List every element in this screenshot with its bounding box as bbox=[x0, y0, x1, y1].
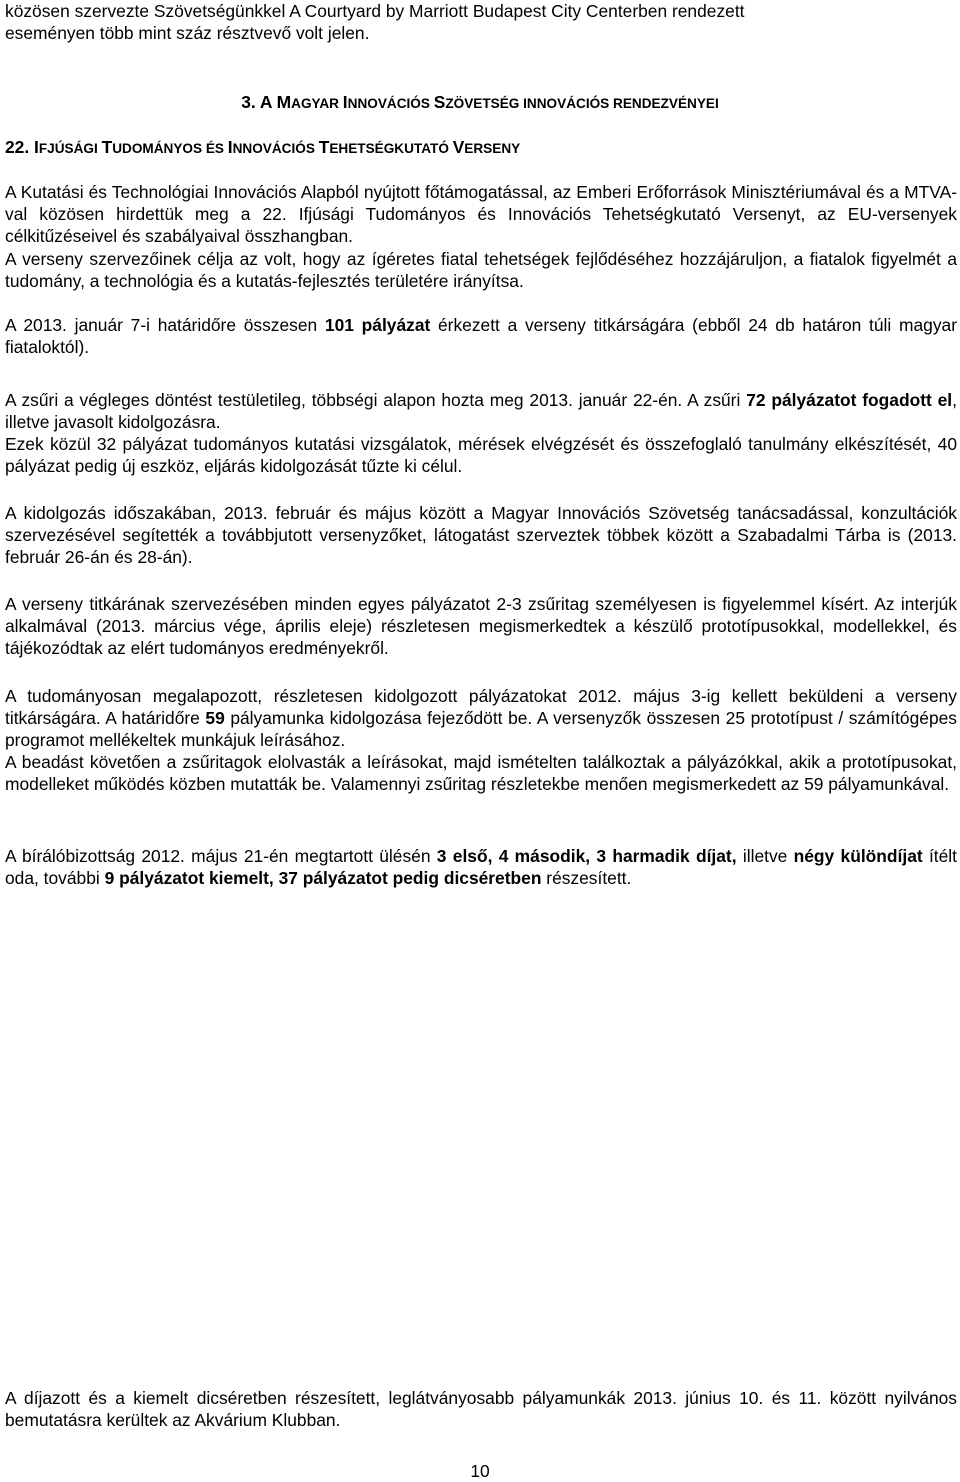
intro-line-1: közösen szervezte Szövetségünkkel A Courtyard by Marriott Budapest City Centerben rendezett bbox=[5, 1, 745, 21]
paragraph-jury-decision: A zsűri a végleges döntést testületileg, többségi alapon hozta meg 2013. január 22-én. A zsűri 72 pályázatot fogadott el, illetve javasolt kidolgozásra. bbox=[5, 390, 957, 432]
submission-count: 101 pályázat bbox=[324, 315, 431, 335]
paragraph-final-submissions: A tudományosan megalapozott, részletesen kidolgozott pályázatokat 2012. május 3-ig kellett beküldeni a verseny titkárságára. A határidőre 59 pályamunka kidolgozása fejeződött be. A versenyzők összesen 25 prototípust / számítógépes programot mellékeltek munkájuk leírásához. bbox=[5, 686, 957, 750]
intro-line-2: eseményen több mint száz résztvevő volt jelen. bbox=[5, 23, 370, 43]
finished-count: 59 bbox=[205, 708, 225, 728]
accepted-count: 72 pályázatot fogadott el bbox=[746, 390, 953, 410]
page-number: 10 bbox=[470, 1461, 490, 1481]
paragraph-submissions: A 2013. január 7-i határidőre összesen 101 pályázat érkezett a verseny titkárságára (ebből 24 db határon túli magyar fiataloktól). bbox=[5, 315, 957, 357]
section-heading-22: 22. IFJÚSÁGI TUDOMÁNYOS ÉS INNOVÁCIÓS TEHETSÉGKUTATÓ VERSENY bbox=[5, 137, 521, 157]
paragraph-mentoring: A verseny titkárának szervezésében minden egyes pályázatot 2-3 zsűritag személyesen is figyelemmel kísért. Az interjúk alkalmával (2013. március vége, április eleje) részletesen megismerkedtek a készülő prototípusokkal, modellekkel, és tájékozódtak az elért tudományos eredményekről. bbox=[5, 594, 957, 658]
intro-paragraph bbox=[5, 0, 957, 44]
paragraph-intro-competition: A Kutatási és Technológiai Innovációs Alapból nyújtott főtámogatással, az Emberi Erőforrások Minisztériumával és a MTVA-val közösen hirdettük meg a 22. Ifjúsági Tudományos és Innovációs Tehetségkutató Versenyt, az EU-versenyek célkitűzéseivel és szabályaival összhangban. bbox=[5, 182, 957, 246]
paragraph-evaluation: A beadást követően a zsűritagok elolvasták a leírásokat, majd ismételten találkoztak a pályázókkal, akik a prototípusokat, modelleket működés közben mutatták be. Valamennyi zsűritag részletekbe menően megismerkedett az 59 pályamunkával. bbox=[5, 752, 957, 794]
prize-counts: 3 első, 4 második, 3 harmadik díjat, bbox=[436, 846, 737, 866]
paragraph-exhibition: A díjazott és a kiemelt dicséretben részesített, leglátványosabb pályamunkák 2013. június 10. és 11. között nyilvános bemutatásra kerültek az Akvárium Klubban. bbox=[5, 1388, 957, 1430]
special-prize-count: négy különdíjat bbox=[793, 846, 923, 866]
highlight-counts: 9 pályázatot kiemelt, 37 pályázatot pedig dicséretben bbox=[104, 868, 542, 888]
paragraph-goal: A verseny szervezőinek célja az volt, hogy az ígéretes fiatal tehetségek fejlődéséhez hozzájáruljon, a fiatalok figyelmét a tudomány, a technológia és a kutatás-fejlesztés területére irányítsa. bbox=[5, 249, 957, 291]
paragraph-project-types: Ezek közül 32 pályázat tudományos kutatási vizsgálatok, mérések elvégzését és összefoglaló tanulmány elkészítését, 40 pályázat pedig új eszköz, eljárás kidolgozását tűzte ki célul. bbox=[5, 434, 957, 476]
section-heading-3: 3. A MAGYAR INNOVÁCIÓS SZÖVETSÉG INNOVÁCIÓS RENDEZVÉNYEI bbox=[241, 92, 719, 112]
paragraph-development-period: A kidolgozás időszakában, 2013. február és május között a Magyar Innovációs Szövetség tanácsadással, konzultációk szervezésével segítették a továbbjutott versenyzőket, látogatást szerveztek többek között a Szabadalmi Tárba is (2013. február 26-án és 28-án). bbox=[5, 503, 957, 567]
paragraph-awards: A bírálóbizottság 2012. május 21-én megtartott ülésén 3 első, 4 második, 3 harmadik díjat, illetve négy különdíjat ítélt oda, további 9 pályázatot kiemelt, 37 pályázatot pedig dicséretben részesített. bbox=[5, 846, 957, 888]
